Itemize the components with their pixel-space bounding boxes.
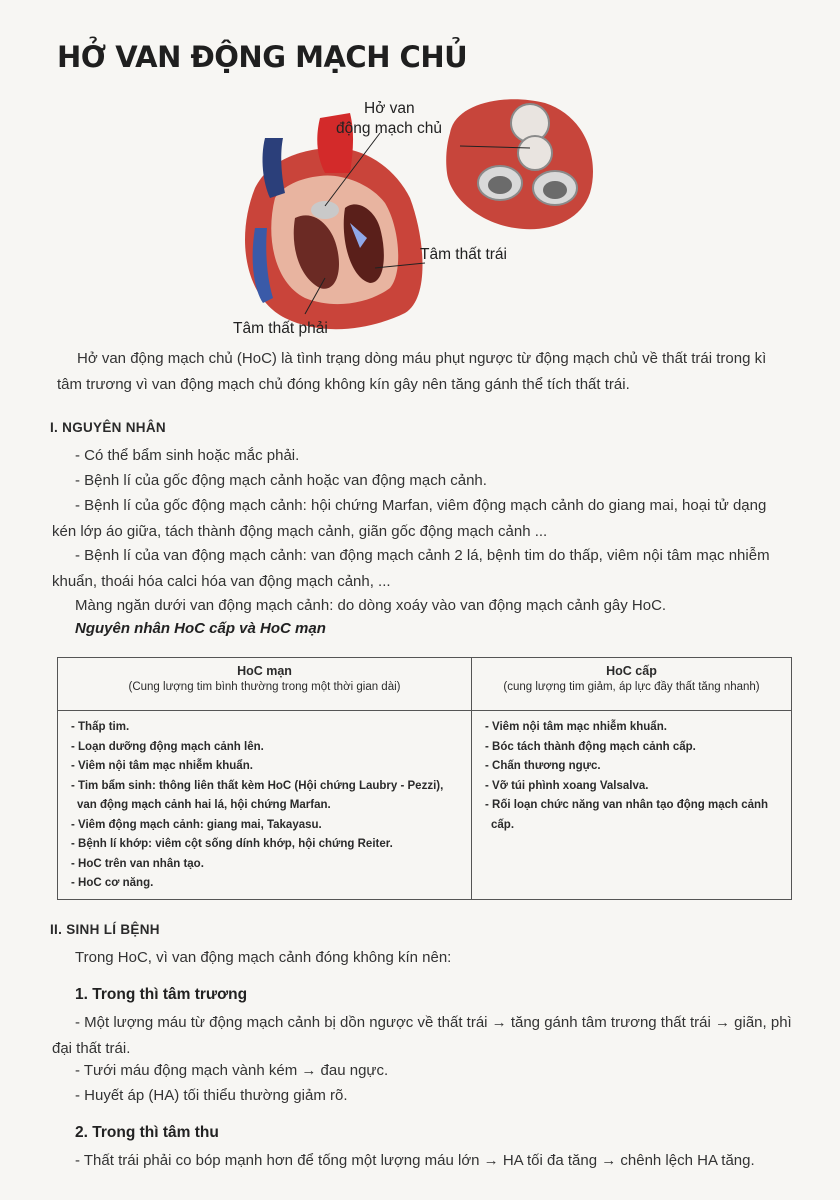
section1-line: - Bệnh lí của gốc động mạch cảnh: hội chứng Marfan, viêm động mạch cảnh do giang mai, hoại tử dạng kén lớp áo giữa, tách thành động mạch cảnh, giãn gốc động mạch cảnh ... xyxy=(52,497,767,540)
list-item: - Vỡ túi phình xoang Valsalva. xyxy=(485,779,649,792)
section1-line: - Có thể bẩm sinh hoặc mắc phải. xyxy=(75,447,300,464)
acute-causes-list xyxy=(473,712,790,839)
chronic-causes-cell xyxy=(58,711,472,900)
list-item: - Tim bẩm sinh: thông liên thất kèm HoC (Hội chứng Laubry - Pezzi), van động mạch cảnh hai lá, hội chứng Marfan. xyxy=(71,779,444,811)
table-caption: Nguyên nhân HoC cấp và HoC mạn xyxy=(75,620,326,637)
heart-illustration xyxy=(225,88,605,348)
list-item: - Viêm động mạch cảnh: giang mai, Takayasu. xyxy=(71,818,322,831)
chronic-causes-list xyxy=(59,712,470,898)
label-right-ventricle: Tâm thất phải xyxy=(233,320,328,337)
aortic-valve-view xyxy=(446,99,593,229)
section2-sub1-line: - Huyết áp (HA) tối thiểu thường giảm rõ. xyxy=(75,1087,348,1104)
causes-table xyxy=(57,657,792,900)
list-item: - HoC trên van nhân tạo. xyxy=(71,857,204,870)
section2-intro: Trong HoC, vì van động mạch cảnh đóng không kín nên: xyxy=(75,949,452,966)
chronic-header: HoC mạn xyxy=(237,664,292,678)
list-item: - Thấp tim. xyxy=(71,721,130,733)
acute-causes-cell xyxy=(472,711,792,900)
acute-header-cell xyxy=(472,658,792,711)
label-valve-line2: động mạch chủ xyxy=(336,120,442,137)
label-left-ventricle: Tâm thất trái xyxy=(420,246,507,263)
chronic-subheader: (Cung lượng tim bình thường trong một thời gian dài) xyxy=(128,681,401,693)
section1-heading: I. NGUYÊN NHÂN xyxy=(50,420,166,435)
label-valve-line1: Hở van xyxy=(364,100,415,117)
section2-heading: II. SINH LÍ BỆNH xyxy=(50,922,160,937)
list-item: - Viêm nội tâm mạc nhiễm khuẩn. xyxy=(71,760,253,772)
list-item: - Viêm nội tâm mạc nhiễm khuẩn. xyxy=(485,721,667,733)
section2-sub2-heading: 2. Trong thì tâm thu xyxy=(75,1124,219,1141)
acute-header: HoC cấp xyxy=(606,664,657,678)
list-item: - Bệnh lí khớp: viêm cột sống dính khớp, hội chứng Reiter. xyxy=(71,838,393,850)
list-item: - Bóc tách thành động mạch cảnh cấp. xyxy=(485,740,696,753)
list-item: - Rối loạn chức năng van nhân tạo động mạch cảnh cấp. xyxy=(485,799,769,831)
page-title: HỞ VAN ĐỘNG MẠCH CHỦ xyxy=(57,40,468,74)
list-item: - Loạn dưỡng động mạch cảnh lên. xyxy=(71,740,264,753)
chronic-header-cell xyxy=(58,658,472,711)
section1-line: - Bệnh lí của gốc động mạch cảnh hoặc van động mạch cảnh. xyxy=(75,472,487,489)
intro-paragraph: Hở van động mạch chủ (HoC) là tình trạng dòng máu phụt ngược từ động mạch chủ về thất trái trong kì tâm trương vì van động mạch chủ đóng không kín gây nên tăng gánh thể tích thất trái. xyxy=(57,350,767,393)
heart-cross-section xyxy=(245,113,423,329)
acute-subheader: (cung lượng tim giảm, áp lực đầy thất tăng nhanh) xyxy=(503,681,760,693)
section2-sub2-line: - Thất trái phải co bóp mạnh hơn để tống một lượng máu lớn → HA tối đa tăng → chênh lệch HA tăng. xyxy=(75,1152,755,1169)
section2-sub1-line: - Tưới máu động mạch vành kém → đau ngực. xyxy=(75,1062,389,1079)
section2-sub1-line: - Một lượng máu từ động mạch cảnh bị dồn ngược về thất trái → tăng gánh tâm trương thất trái → giãn, phì đại thất trái. xyxy=(52,1014,792,1057)
list-item: - Chấn thương ngực. xyxy=(485,760,601,772)
section2-sub1-heading: 1. Trong thì tâm trương xyxy=(75,986,248,1003)
section1-line: - Bệnh lí của van động mạch cảnh: van động mạch cảnh 2 lá, bệnh tim do thấp, viêm nội tâm mạc nhiễm khuẩn, thoái hóa calci hóa van động mạch cảnh, ... xyxy=(52,547,770,590)
list-item: - HoC cơ năng. xyxy=(71,877,154,889)
section1-line: Màng ngăn dưới van động mạch cảnh: do dòng xoáy vào van động mạch cảnh gây HoC. xyxy=(75,597,667,614)
